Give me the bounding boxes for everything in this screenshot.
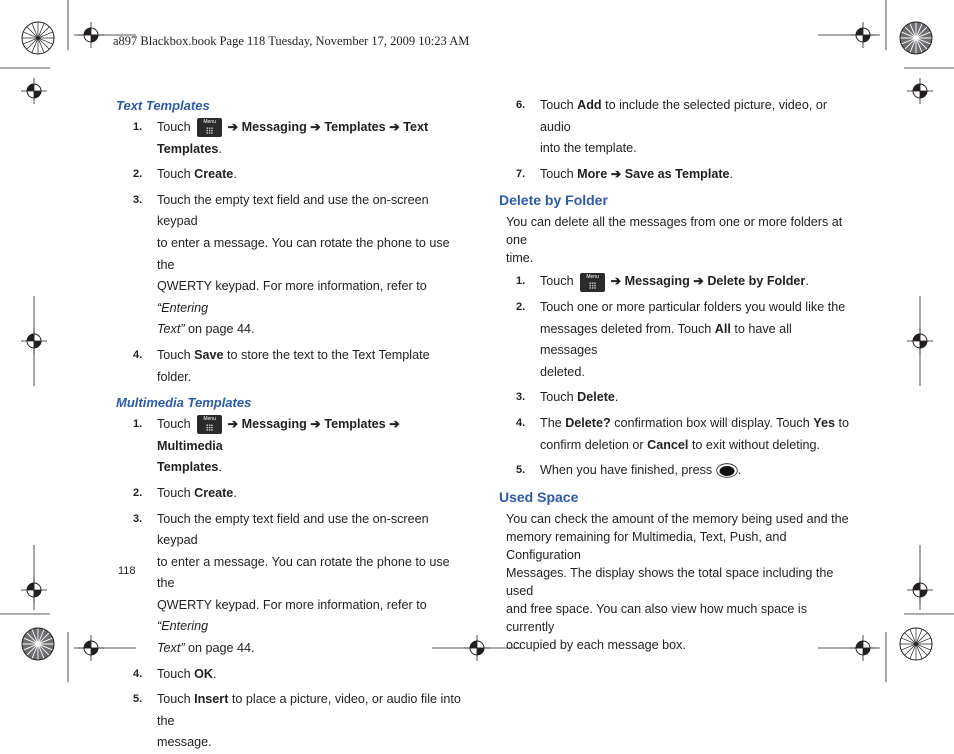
menu-key-icon: Menu (580, 273, 605, 292)
arrow-icon: ➔ (227, 120, 239, 134)
arrow-icon: ➔ (693, 274, 704, 289)
step-1: 1. Touch Menu ➔ Messaging ➔ Templates ➔ Text Templates. (133, 119, 429, 156)
step-3: 3. Touch the empty text field and use the on-screen keypad to enter a message. You can rotate the phone to use the QWERTY keypad. For more information, refer to “Entering Text” on page 44. (133, 511, 450, 656)
section-heading-multimedia-templates: Multimedia Templates (116, 395, 252, 411)
left-column (116, 95, 466, 754)
step-5: 5. When you have finished, press . (516, 463, 742, 478)
step-6: 6. Touch Add to include the selected picture, video, or audio into the template. (516, 98, 828, 156)
step-2: 2. Touch Create. (133, 485, 237, 500)
used-space-body: You can check the amount of the memory being used and the memory remaining for Multimedia, Text, Push, and Configuration Messages. The display shows the total space including the used and free space. You can also view how much space is currently occupied by each message box. (506, 511, 849, 652)
step-2: 2. Touch Create. (133, 167, 237, 182)
arrow-icon: ➔ (610, 166, 622, 181)
print-header: a897 Blackbox.book Page 118 Tuesday, November 17, 2009 10:23 AM (113, 34, 470, 48)
menu-key-icon: Menu (197, 415, 222, 434)
section-heading-text-templates: Text Templates (116, 98, 210, 113)
step-1: 1. Touch Menu ➔ Messaging ➔ Templates ➔ Multimedia Templates. (133, 416, 400, 475)
step-5: 5. Touch Insert to place a picture, video, or audio file into the message. (133, 692, 461, 750)
arrow-icon: ➔ (310, 120, 321, 134)
step-4: 4. Touch OK. (133, 666, 217, 681)
arrow-icon: ➔ (227, 417, 239, 432)
menu-key-icon: Menu (197, 118, 222, 137)
step-1: 1. Touch Menu ➔ Messaging ➔ Delete by Folder. (499, 271, 849, 293)
section-heading-used-space: Used Space (499, 488, 579, 505)
arrow-icon: ➔ (310, 417, 321, 432)
arrow-icon: ➔ (610, 274, 622, 289)
section-heading-delete-by-folder: Delete by Folder (499, 192, 608, 209)
step-3: 3. Touch the empty text field and use the on-screen keypad to enter a message. You can rotate the phone to use the QWERTY keypad. For more information, refer to “Entering Text” on page 44. (133, 192, 450, 337)
step-4: 4. Touch Save to store the text to the Text Template folder. (133, 347, 430, 384)
right-column (499, 95, 849, 658)
step-7: 7. Touch More ➔ Save as Template. (516, 166, 734, 181)
step-3: 3. Touch Delete. (516, 390, 619, 405)
arrow-icon: ➔ (389, 417, 400, 432)
page-number: 118 (118, 565, 136, 577)
step-2: 2. Touch one or more particular folders you would like the messages deleted from. Touch All to have all messages deleted. (516, 299, 846, 379)
end-key-icon (716, 463, 738, 478)
delete-intro: You can delete all the messages from one or more folders at one time. (506, 215, 843, 266)
arrow-icon: ➔ (389, 120, 400, 134)
step-4: 4. The Delete? confirmation box will display. Touch Yes to confirm deletion or Cancel to exit without deleting. (516, 415, 849, 452)
